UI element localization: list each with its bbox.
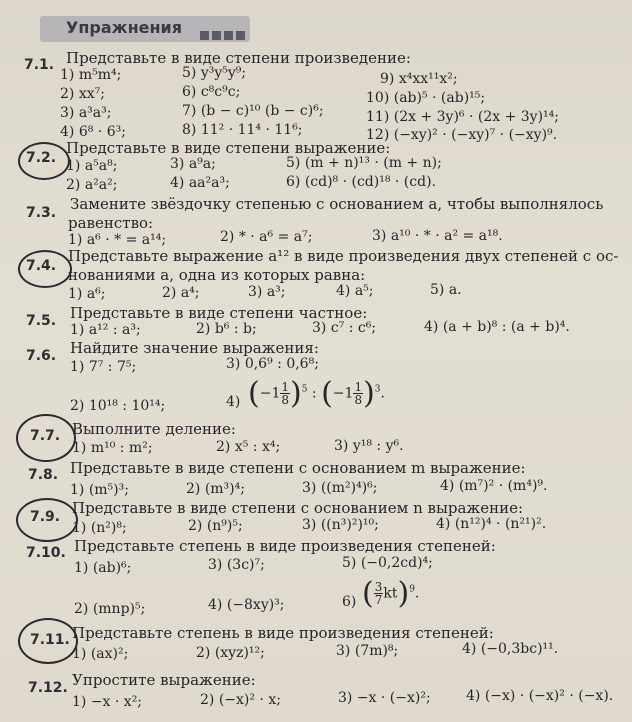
exercise-item: 2) (xyz)¹²; xyxy=(196,645,265,661)
exercise-heading: Представьте в виде степени с основанием m выражение: xyxy=(70,459,526,477)
exercise-heading: Выполните деление: xyxy=(72,420,236,438)
exercise-item: 8) 11² · 11⁴ · 11⁶; xyxy=(182,122,303,138)
exercise-item: 2) 10¹⁸ : 10¹⁴; xyxy=(70,398,166,414)
exercise-heading: Представьте в виде степени выражение: xyxy=(66,139,391,157)
exercise-item: 3) 0,6⁹ : 0,6⁸; xyxy=(226,356,319,372)
exercise-item: 2) a²a²; xyxy=(66,177,118,193)
exercise-number: 7.6. xyxy=(26,348,57,364)
exercise-heading: Представьте в виде степени с основанием n выражение: xyxy=(72,499,524,517)
exercise-item: 1) (m⁵)³; xyxy=(70,482,129,498)
exercise-item: 3) (7m)⁸; xyxy=(336,643,399,659)
exercise-heading: Упростите выражение: xyxy=(72,671,256,689)
exercise-number: 7.5. xyxy=(26,313,57,329)
exercise-item: 2) x⁵ : x⁴; xyxy=(216,439,281,455)
exercise-item: 2) (−x)² · x; xyxy=(200,692,281,708)
exercise-item: 3) y¹⁸ : y⁶. xyxy=(334,438,404,454)
exercise-item: 5) a. xyxy=(430,282,462,298)
exercise-item: 3) ((n³)²)¹⁰; xyxy=(302,517,379,533)
exercise-heading-continued: равенство: xyxy=(68,214,154,232)
exercise-heading: Представьте степень в виде произведения степеней: xyxy=(72,624,494,642)
exercise-item: 1) (ab)⁶; xyxy=(74,560,132,576)
exercise-item: 6) (cd)⁸ · (cd)¹⁸ · (cd). xyxy=(286,174,436,190)
exercise-heading: Представьте в виде степени произведение: xyxy=(66,49,411,67)
exercise-item: 4) (n¹²)⁴ · (n²¹)². xyxy=(436,516,547,532)
exercise-item: 1) m⁵m⁴; xyxy=(60,67,122,83)
exercise-heading: Представьте степень в виде произведения степеней: xyxy=(74,537,496,555)
exercise-item: 9) x⁴xx¹¹x²; xyxy=(380,71,458,87)
exercise-item: 4) xyxy=(226,394,241,410)
exercise-item: 2) (n⁹)⁵; xyxy=(188,518,243,534)
exercise-item: 1) a¹² : a³; xyxy=(70,322,141,338)
exercise-heading: Найдите значение выражения: xyxy=(70,339,319,357)
exercise-item: 3) (3c)⁷; xyxy=(208,557,265,573)
exercise-item: 1) −x · x²; xyxy=(72,694,143,710)
exercise-item: 4) (a + b)⁸ : (a + b)⁴. xyxy=(424,319,570,335)
exercise-item: 7) (b − c)¹⁰ (b − c)⁶; xyxy=(182,103,324,119)
exercise-item: 3) c⁷ : c⁶; xyxy=(312,320,377,336)
exercise-item: 1) a⁶; xyxy=(68,286,106,302)
exercise-item: 3) a³; xyxy=(248,284,286,300)
exercise-item: 1) m¹⁰ : m²; xyxy=(72,440,153,456)
exercise-item: 4) (−x) · (−x)² · (−x). xyxy=(466,688,614,704)
exercise-number: 7.12. xyxy=(28,680,68,696)
exercise-item: 4) (−0,3bc)¹¹. xyxy=(462,641,559,657)
exercise-item: 2) a⁴; xyxy=(162,285,200,301)
exercise-number: 7.4. xyxy=(26,258,57,274)
header-decoration xyxy=(200,25,248,44)
exercise-heading: Представьте выражение a¹² в виде произведения двух степеней с ос- xyxy=(68,247,619,265)
exercise-item: 3) −x · (−x)²; xyxy=(338,690,431,706)
exercise-heading: Замените звёздочку степенью с основанием a, чтобы выполнялось xyxy=(70,195,604,213)
exercise-item: 1) (ax)²; xyxy=(72,646,129,662)
exercise-item: 12) (−xy)² · (−xy)⁷ · (−xy)⁹. xyxy=(366,127,558,143)
exercise-number: 7.8. xyxy=(28,467,59,483)
exercise-item: 2) xx⁷; xyxy=(60,86,105,102)
exercise-number: 7.1. xyxy=(24,57,55,73)
exercise-item: 3) a¹⁰ · * · a² = a¹⁸. xyxy=(372,228,503,244)
exercise-item: 4) a⁵; xyxy=(336,283,374,299)
exercise-number: 7.7. xyxy=(30,428,61,444)
exercise-number: 7.10. xyxy=(26,545,66,561)
exercise-item: 1) a⁶ · * = a¹⁴; xyxy=(68,232,167,248)
exercise-item: 6) xyxy=(342,594,357,610)
exercise-item: 10) (ab)⁵ · (ab)¹⁵; xyxy=(366,90,486,106)
exercise-item: 2) * · a⁶ = a⁷; xyxy=(220,229,313,245)
exercise-item: 4) (−8xy)³; xyxy=(208,597,285,613)
exercise-item: 3) ((m²)⁴)⁶; xyxy=(302,480,378,496)
exercise-item: 4) 6⁸ · 6³; xyxy=(60,124,126,140)
exercise-item: 1) a⁵a⁸; xyxy=(66,158,118,174)
exercise-number: 7.9. xyxy=(30,509,61,525)
exercise-item: 2) (mnp)⁵; xyxy=(74,601,146,617)
exercise-number: 7.3. xyxy=(26,205,57,221)
exercise-number: 7.2. xyxy=(26,150,57,166)
header-title: Упражнения xyxy=(66,18,183,37)
exercise-item: 6) c⁸c⁹c; xyxy=(182,84,241,100)
fraction-power-expression: ( $\frac{3}{7}$ kt)$^9$. xyxy=(362,576,420,611)
exercise-item: 1) 7⁷ : 7⁵; xyxy=(70,359,137,375)
exercise-number: 7.11. xyxy=(30,632,70,648)
exercise-heading: Представьте в виде степени частное: xyxy=(70,304,368,322)
exercise-item: 4) (m⁷)² · (m⁴)⁹. xyxy=(440,478,548,494)
exercise-item: 5) (−0,2cd)⁴; xyxy=(342,555,433,571)
exercise-item: 5) y³y⁵y⁹; xyxy=(182,65,247,81)
exercise-item: 3) a³a³; xyxy=(60,105,112,121)
exercise-item: 4) aa²a³; xyxy=(170,175,230,191)
exercise-item: 2) (m³)⁴; xyxy=(186,481,245,497)
exercise-item: 11) (2x + 3y)⁶ · (2x + 3y)¹⁴; xyxy=(366,109,559,125)
mixed-fraction-expression: (−1 $\frac{1}{8}$ )$^5$ : (−1 $\frac{1}{8}$ )$^3$. xyxy=(248,376,385,411)
exercise-item: 2) b⁶ : b; xyxy=(196,321,257,337)
exercise-item: 5) (m + n)¹³ · (m + n); xyxy=(286,155,442,171)
exercise-item: 1) (n²)⁸; xyxy=(72,520,127,536)
exercise-heading-continued: нованиями a, одна из которых равна: xyxy=(68,266,366,284)
exercise-item: 3) a⁹a; xyxy=(170,156,216,172)
